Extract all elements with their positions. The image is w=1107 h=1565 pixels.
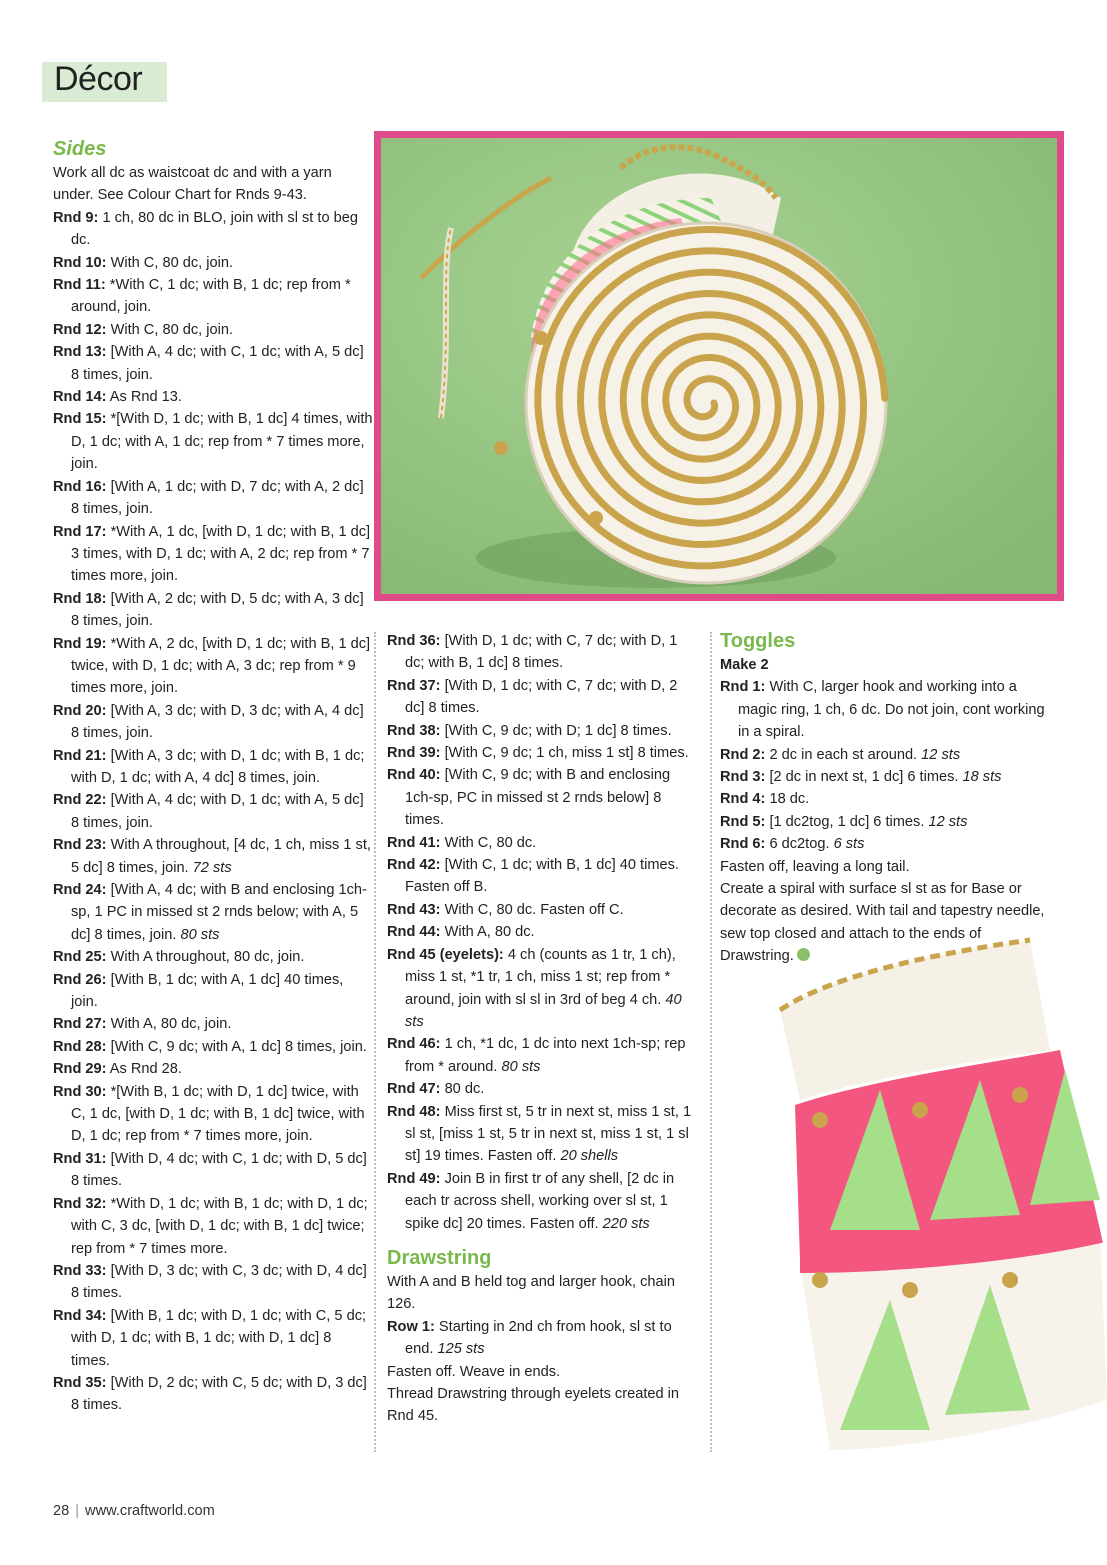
round-instruction: Rnd 48: Miss first st, 5 tr in next st, miss 1 st, 1 sl st, [miss 1 st, 5 tr in next st, miss 1 st, 1 sl st] 19 times. Fasten off. 20 shells	[387, 1103, 692, 1165]
round-instruction: Rnd 34: [With B, 1 dc; with D, 1 dc; with C, 5 dc; with D, 1 dc; with B, 1 dc; with D, 1 dc] 8 times.	[53, 1307, 367, 1369]
round-instruction: Rnd 12: With C, 80 dc, join.	[53, 321, 234, 338]
round-instruction: Rnd 36: [With D, 1 dc; with C, 7 dc; with D, 1 dc; with B, 1 dc] 8 times.	[387, 633, 678, 672]
drawstring-row1: Row 1: Starting in 2nd ch from hook, sl st to end. 125 sts	[387, 1318, 672, 1358]
round-instruction: Rnd 15: *[With D, 1 dc; with B, 1 dc] 4 times, with D, 1 dc; with A, 1 dc; rep from * 7 times more, join.	[53, 411, 373, 473]
round-instruction: Rnd 38: [With C, 9 dc; with D; 1 dc] 8 times.	[387, 722, 672, 739]
round-instruction: Rnd 22: [With A, 4 dc; with D, 1 dc; with A, 5 dc] 8 times, join.	[53, 792, 364, 831]
round-instruction: Rnd 10: With C, 80 dc, join.	[53, 254, 234, 271]
round-instruction: Rnd 29: As Rnd 28.	[53, 1061, 182, 1078]
round-instruction: Rnd 16: [With A, 1 dc; with D, 7 dc; with A, 2 dc] 8 times, join.	[53, 478, 364, 518]
photo-bag-base	[374, 131, 1064, 601]
round-instruction: Rnd 3: [2 dc in next st, 1 dc] 6 times. 18 sts	[720, 769, 1002, 786]
column-divider	[374, 632, 376, 1452]
column-middle	[387, 630, 699, 1428]
round-instruction: Rnd 39: [With C, 9 dc; 1 ch, miss 1 st] 8 times.	[387, 745, 689, 762]
round-instruction: Rnd 19: *With A, 2 dc, [with D, 1 dc; with B, 1 dc] twice, with D, 1 dc; with A, 3 dc; rep from * 9 times more, join.	[53, 635, 371, 697]
round-instruction: Rnd 44: With A, 80 dc.	[387, 924, 535, 941]
round-instruction: Rnd 26: [With B, 1 dc; with A, 1 dc] 40 times, join.	[53, 971, 344, 1011]
round-instruction: Rnd 28: [With C, 9 dc; with A, 1 dc] 8 times, join.	[53, 1038, 367, 1055]
round-instruction: Rnd 5: [1 dc2tog, 1 dc] 6 times. 12 sts	[720, 813, 968, 830]
round-instruction: Rnd 14: As Rnd 13.	[53, 389, 182, 406]
bag-side-illustration	[720, 930, 1107, 1475]
round-instruction: Rnd 24: [With A, 4 dc; with B and enclosing 1ch-sp, 1 PC in missed st 2 rnds below; with A, 5 dc] 8 times, join. 80 sts	[53, 882, 367, 943]
section-tab	[42, 62, 167, 102]
toggles-outro2: Create a spiral with surface sl st as for Base or decorate as desired. With tail and tapestry needle, sew top closed and attach to the ends of Drawstring.	[720, 881, 1045, 965]
page-footer: 28 | www.craftworld.com	[53, 1503, 215, 1519]
footer-url[interactable]: www.craftworld.com	[85, 1503, 215, 1519]
toggles-rounds	[720, 676, 1045, 855]
photo-bag-side	[720, 930, 1107, 1475]
round-instruction: Rnd 25: With A throughout, 80 dc, join.	[53, 949, 305, 966]
column-toggles	[720, 628, 1045, 968]
round-instruction: Rnd 18: [With A, 2 dc; with D, 5 dc; with A, 3 dc] 8 times, join.	[53, 590, 364, 630]
round-instruction: Rnd 4: 18 dc.	[720, 791, 810, 808]
drawstring-heading: Drawstring	[387, 1246, 492, 1269]
round-instruction: Rnd 1: With C, larger hook and working into a magic ring, 1 ch, 6 dc. Do not join, cont working in a spiral.	[720, 679, 1045, 741]
sides-intro: Work all dc as waistcoat dc and with a yarn under. See Colour Chart for Rnds 9-43.	[53, 165, 332, 204]
round-instruction: Rnd 6: 6 dc2tog. 6 sts	[720, 836, 865, 853]
round-instruction: Rnd 33: [With D, 3 dc; with C, 3 dc; with D, 4 dc] 8 times.	[53, 1262, 367, 1302]
round-instruction: Rnd 49: Join B in first tr of any shell, [2 dc in each tr across shell, working over sl st, 1 spike dc] 20 times. Fasten off. 220 sts	[387, 1170, 675, 1232]
round-instruction: Rnd 30: *[With B, 1 dc; with D, 1 dc] twice, with C, 1 dc, [with D, 1 dc; with B, 1 dc] twice, with D, 1 dc; rep from * 7 times more, join.	[53, 1083, 365, 1145]
round-instruction: Rnd 43: With C, 80 dc. Fasten off C.	[387, 901, 624, 918]
page-number: 28	[53, 1503, 70, 1519]
round-instruction: Rnd 31: [With D, 4 dc; with C, 1 dc; with D, 5 dc] 8 times.	[53, 1150, 367, 1190]
column-sides	[53, 136, 373, 1417]
round-instruction: Rnd 20: [With A, 3 dc; with D, 3 dc; with A, 4 dc] 8 times, join.	[53, 702, 364, 742]
column-divider	[710, 632, 712, 1452]
drawstring-intro: With A and B held tog and larger hook, chain 126.	[387, 1273, 676, 1313]
round-instruction: Rnd 46: 1 ch, *1 dc, 1 dc into next 1ch-sp; rep from * around. 80 sts	[387, 1036, 686, 1075]
bag-base-illustration	[381, 138, 1057, 594]
round-instruction: Rnd 9: 1 ch, 80 dc in BLO, join with sl st to beg dc.	[53, 209, 358, 249]
toggles-outro1: Fasten off, leaving a long tail.	[720, 858, 910, 875]
round-instruction: Rnd 45 (eyelets): 4 ch (counts as 1 tr, 1 ch), miss 1 st, *1 tr, 1 ch, miss 1 st; rep from * around, join with sl sl in 3rd of beg 4 ch. 40 sts	[387, 946, 682, 1030]
round-instruction: Rnd 47: 80 dc.	[387, 1081, 485, 1098]
round-instruction: Rnd 11: *With C, 1 dc; with B, 1 dc; rep from * around, join.	[53, 277, 351, 316]
round-instruction: Rnd 2: 2 dc in each st around. 12 sts	[720, 746, 961, 763]
round-instruction: Rnd 17: *With A, 1 dc, [with D, 1 dc; with B, 1 dc] 3 times, with D, 1 dc; with A, 2 dc; rep from * 7 times more, join.	[53, 523, 371, 585]
middle-rounds	[387, 630, 699, 1235]
sides-heading: Sides	[53, 138, 107, 160]
round-instruction: Rnd 32: *With D, 1 dc; with B, 1 dc; with D, 1 dc; with C, 3 dc, [with D, 1 dc; with B, 1 dc] twice; rep from * 7 times more.	[53, 1195, 368, 1257]
round-instruction: Rnd 37: [With D, 1 dc; with C, 7 dc; with D, 2 dc] 8 times.	[387, 677, 678, 717]
round-instruction: Rnd 21: [With A, 3 dc; with D, 1 dc; with B, 1 dc; with D, 1 dc; with A, 4 dc] 8 times, join.	[53, 747, 365, 786]
round-instruction: Rnd 40: [With C, 9 dc; with B and enclosing 1ch-sp, PC in missed st 2 rnds below] 8 times.	[387, 767, 671, 829]
toggles-make: Make 2	[720, 657, 769, 673]
round-instruction: Rnd 35: [With D, 2 dc; with C, 5 dc; with D, 3 dc] 8 times.	[53, 1374, 367, 1414]
section-title: Décor	[54, 60, 143, 98]
drawstring-line1: Fasten off. Weave in ends.	[387, 1363, 561, 1380]
round-instruction: Rnd 27: With A, 80 dc, join.	[53, 1016, 232, 1033]
toggles-heading: Toggles	[720, 630, 796, 652]
drawstring-line2: Thread Drawstring through eyelets created in Rnd 45.	[387, 1386, 680, 1425]
round-instruction: Rnd 42: [With C, 1 dc; with B, 1 dc] 40 times. Fasten off B.	[387, 857, 679, 896]
round-instruction: Rnd 13: [With A, 4 dc; with C, 1 dc; with A, 5 dc] 8 times, join.	[53, 344, 364, 383]
sides-rounds	[53, 207, 373, 1417]
round-instruction: Rnd 23: With A throughout, [4 dc, 1 ch, miss 1 st, 5 dc] 8 times, join. 72 sts	[53, 837, 371, 876]
round-instruction: Rnd 41: With C, 80 dc.	[387, 834, 537, 851]
